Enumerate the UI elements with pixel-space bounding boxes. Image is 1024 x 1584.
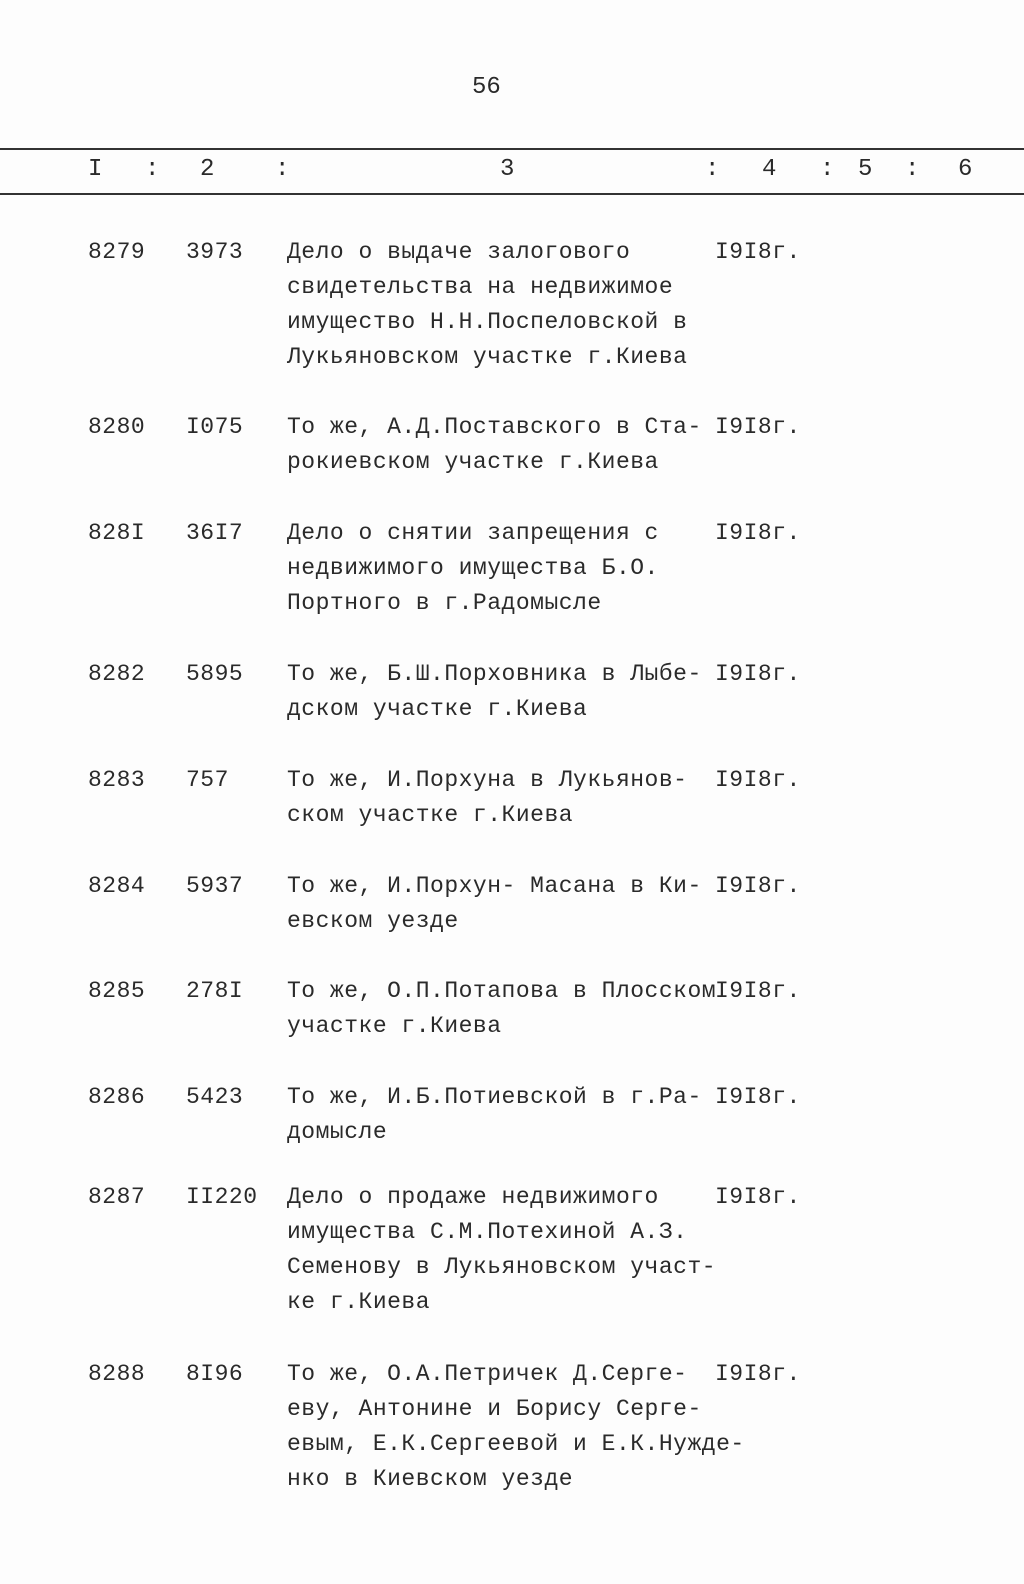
description xyxy=(287,410,702,480)
description-line: То же, А.Д.Поставского в Ста- xyxy=(287,414,702,440)
item-number: 8279 xyxy=(88,239,146,265)
year: I9I8г. xyxy=(715,661,801,687)
description-line: нко в Киевском уезде xyxy=(287,1466,574,1492)
description-line: ке г.Киева xyxy=(287,1289,431,1315)
description xyxy=(287,1080,702,1150)
item-number: 8284 xyxy=(88,873,146,899)
description-line: евском уезде xyxy=(287,908,459,934)
description xyxy=(287,1180,716,1320)
year: I9I8г. xyxy=(715,414,801,440)
description xyxy=(287,974,716,1044)
description xyxy=(287,235,687,375)
year: I9I8г. xyxy=(715,239,801,265)
file-number: 8I96 xyxy=(186,1361,244,1387)
description-line: Лукьяновском участке г.Киева xyxy=(287,344,688,370)
description-line: домысле xyxy=(287,1119,388,1145)
item-number: 8282 xyxy=(88,661,146,687)
description-line: Дело о снятии запрещения с xyxy=(287,520,659,546)
description-line: Дело о выдаче залогового xyxy=(287,239,631,265)
year: I9I8г. xyxy=(715,767,801,793)
year: I9I8г. xyxy=(715,1184,801,1210)
column-separator: : xyxy=(705,156,720,183)
description-line: Семенову в Лукьяновском участ- xyxy=(287,1254,717,1280)
file-number: 278I xyxy=(186,978,244,1004)
description-line: То же, О.П.Потапова в Плосском xyxy=(287,978,717,1004)
description-line: Дело о продаже недвижимого xyxy=(287,1184,659,1210)
column-header-label: 5 xyxy=(858,156,873,183)
description-line: То же, Б.Ш.Порховника в Лыбе- xyxy=(287,661,702,687)
column-separator: : xyxy=(275,156,290,183)
description xyxy=(287,657,702,727)
file-number: 3973 xyxy=(186,239,244,265)
file-number: 36I7 xyxy=(186,520,244,546)
column-header-label: 2 xyxy=(200,156,215,183)
description-line: участке г.Киева xyxy=(287,1013,502,1039)
year: I9I8г. xyxy=(715,873,801,899)
column-header-label: 3 xyxy=(500,156,515,183)
file-number: 5895 xyxy=(186,661,244,687)
file-number: 5937 xyxy=(186,873,244,899)
column-separator: : xyxy=(145,156,160,183)
item-number: 8287 xyxy=(88,1184,146,1210)
description-line: имущества С.М.Потехиной А.З. xyxy=(287,1219,688,1245)
description-line: То же, О.А.Петричек Д.Серге- xyxy=(287,1361,688,1387)
item-number: 8285 xyxy=(88,978,146,1004)
header-bottom-rule xyxy=(0,193,1024,195)
description xyxy=(287,516,659,621)
year: I9I8г. xyxy=(715,1084,801,1110)
description-line: дском участке г.Киева xyxy=(287,696,588,722)
page-number: 56 xyxy=(472,74,501,101)
description-line: имущество Н.Н.Поспеловской в xyxy=(287,309,688,335)
description-line: недвижимого имущества Б.О. xyxy=(287,555,659,581)
description xyxy=(287,869,702,939)
item-number: 828I xyxy=(88,520,146,546)
description-line: То же, И.Порхун- Масана в Ки- xyxy=(287,873,702,899)
column-header-label: I xyxy=(88,156,103,183)
item-number: 8286 xyxy=(88,1084,146,1110)
file-number: II220 xyxy=(186,1184,258,1210)
description-line: ском участке г.Киева xyxy=(287,802,574,828)
item-number: 8280 xyxy=(88,414,146,440)
description xyxy=(287,763,687,833)
description-line: еву, Антонине и Борису Серге- xyxy=(287,1396,702,1422)
header-top-rule xyxy=(0,148,1024,150)
column-header-label: 4 xyxy=(762,156,777,183)
item-number: 8283 xyxy=(88,767,146,793)
file-number: I075 xyxy=(186,414,244,440)
column-separator: : xyxy=(820,156,835,183)
file-number: 5423 xyxy=(186,1084,244,1110)
description-line: То же, И.Б.Потиевской в г.Ра- xyxy=(287,1084,702,1110)
description xyxy=(287,1357,745,1497)
item-number: 8288 xyxy=(88,1361,146,1387)
description-line: То же, И.Порхуна в Лукьянов- xyxy=(287,767,688,793)
column-separator: : xyxy=(905,156,920,183)
description-line: евым, Е.К.Сергеевой и Е.К.Нужде- xyxy=(287,1431,745,1457)
description-line: свидетельства на недвижимое xyxy=(287,274,674,300)
year: I9I8г. xyxy=(715,978,801,1004)
description-line: рокиевском участке г.Киева xyxy=(287,449,659,475)
column-header-label: 6 xyxy=(958,156,973,183)
description-line: Портного в г.Радомысле xyxy=(287,590,602,616)
year: I9I8г. xyxy=(715,520,801,546)
year: I9I8г. xyxy=(715,1361,801,1387)
file-number: 757 xyxy=(186,767,229,793)
